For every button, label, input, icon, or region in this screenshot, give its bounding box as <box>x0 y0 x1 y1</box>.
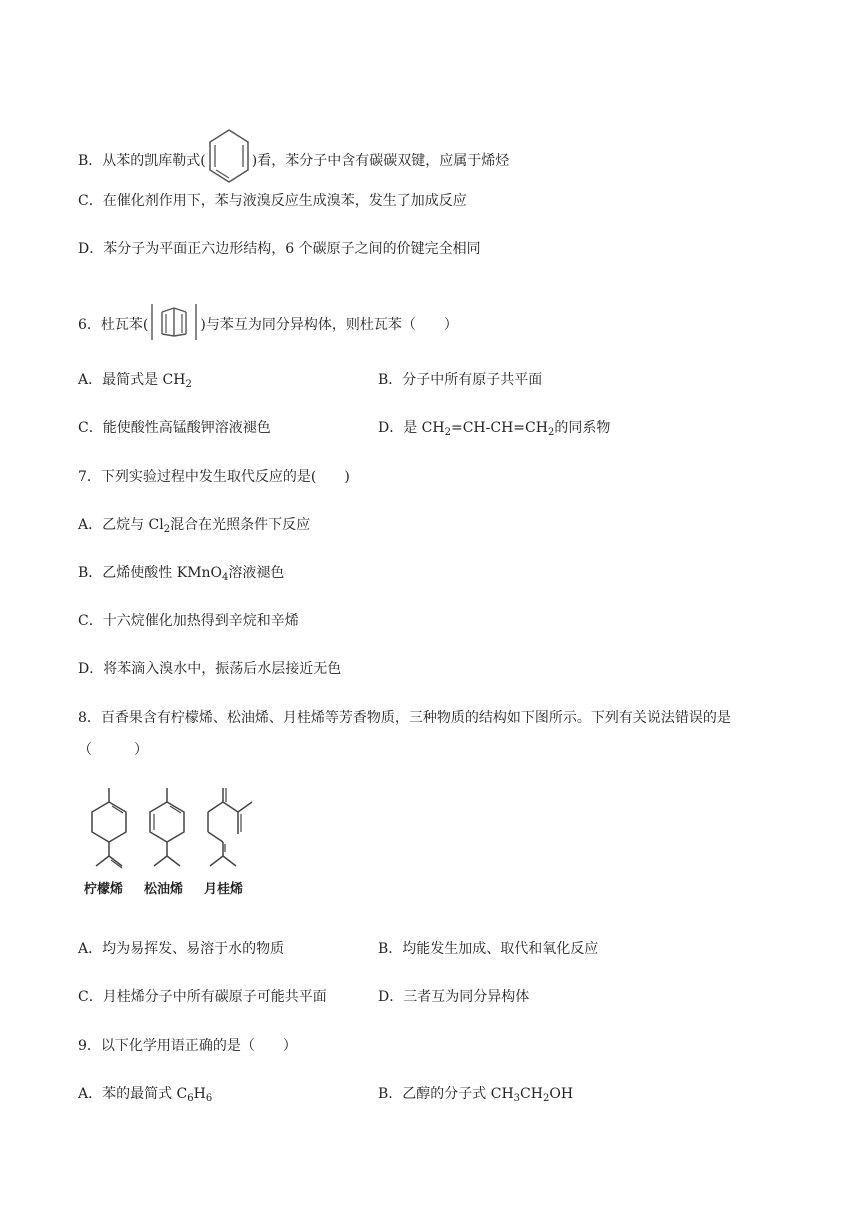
q6-option-b: B．分子中所有原子共平面 <box>378 372 543 388</box>
myrcene-structure <box>208 788 252 866</box>
q9-option-a: A．苯的最简式 $C_6H_6$ <box>78 1086 213 1104</box>
q5-b-text-post: )看，苯分子中含有碳碳双键，应属于烯烃 <box>251 153 510 169</box>
q7-option-b: B．乙烯使酸性 KMnO$_4$溶液褪色 <box>78 565 285 583</box>
q8-option-b: B．均能发生加成、取代和氧化反应 <box>378 941 599 957</box>
kekule-benzene-structure <box>206 126 252 196</box>
q6-option-d: D．是 $CH_2=CH-CH=CH_2$的同系物 <box>378 420 611 438</box>
q8-stem: 8．百香果含有柠檬烯、松油烯、月桂烯等芳香物质，三种物质的结构如下图所示。下列有关说法错误的是 <box>78 710 731 726</box>
q5-option-c: C．在催化剂作用下，苯与液溴反应生成溴苯，发生了加成反应 <box>78 193 467 209</box>
q8-structures-figure <box>80 786 255 901</box>
q6-option-c: C．能使酸性高锰酸钾溶液褪色 <box>78 420 271 436</box>
terpinene-structure <box>150 788 184 866</box>
q6-stem-post: )与苯互为同分异构体，则杜瓦苯（ ） <box>200 317 458 333</box>
q8-option-d: D．三者互为同分异构体 <box>378 989 530 1005</box>
label-limonene: 柠檬烯 <box>84 882 124 897</box>
dewar-benzene-structure <box>148 302 200 348</box>
q7-stem: 7．下列实验过程中发生取代反应的是( ) <box>78 469 350 485</box>
q5-option-b <box>78 126 509 196</box>
label-terpinene: 松油烯 <box>144 882 184 897</box>
q5-b-text-pre: B．从苯的凯库勒式( <box>78 153 206 169</box>
q8-option-a: A．均为易挥发、易溶于水的物质 <box>78 941 285 957</box>
q5-option-d: D．苯分子为平面正六边形结构，6 个碳原子之间的价键完全相同 <box>78 241 481 257</box>
q7-option-a: A．乙烷与 $Cl_2$混合在光照条件下反应 <box>78 517 311 535</box>
limonene-structure <box>92 788 126 868</box>
q9-stem: 9．以下化学用语正确的是（ ） <box>78 1038 297 1054</box>
q7-option-c: C．十六烷催化加热得到辛烷和辛烯 <box>78 613 299 629</box>
terpene-structures-svg <box>80 786 255 878</box>
label-myrcene: 月桂烯 <box>204 882 244 897</box>
q6-option-a: A．最简式是 $CH_2$ <box>78 372 192 390</box>
q8-answer-paren: （ ） <box>78 742 148 758</box>
q6-stem <box>78 302 458 348</box>
q7-option-d: D．将苯滴入溴水中，振荡后水层接近无色 <box>78 661 342 677</box>
q6-stem-pre: 6．杜瓦苯( <box>78 317 149 333</box>
q8-option-c: C．月桂烯分子中所有碳原子可能共平面 <box>78 989 327 1005</box>
q9-option-b: B．乙醇的分子式 $CH_3CH_2OH$ <box>378 1086 574 1104</box>
